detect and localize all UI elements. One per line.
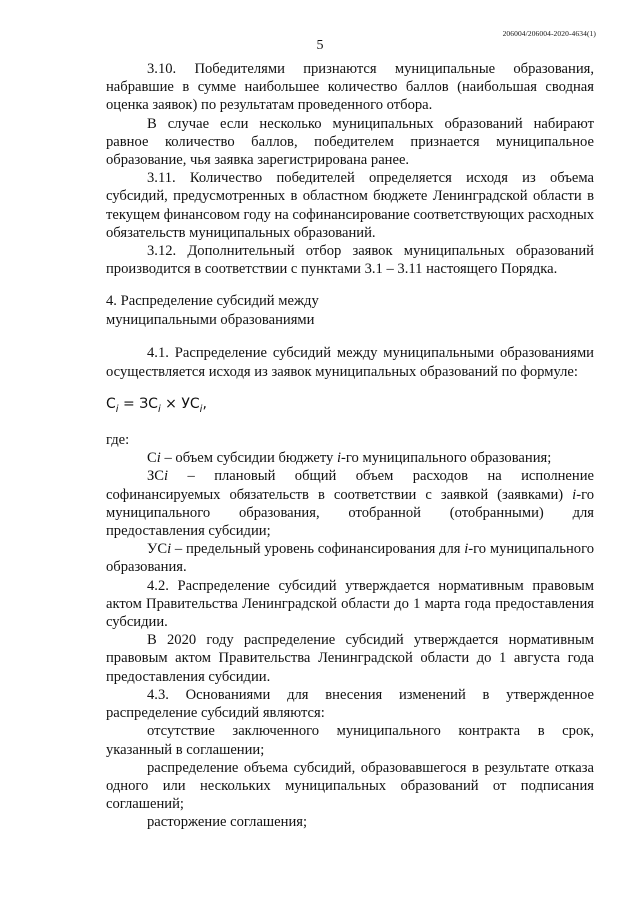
def-ci-text-1: – объем субсидии бюджету xyxy=(160,450,337,467)
formula xyxy=(106,395,594,415)
paragraph-3-12: 3.12. Дополнительный отбор заявок муниципальных образований производится в соответствии с пунктами 3.1 – 3.11 настоящего Порядка. xyxy=(106,243,594,278)
definition-ci xyxy=(106,449,594,467)
def-ci-var-2: i xyxy=(336,450,342,467)
paragraph-tie-rule: В случае если несколько муниципальных образований набирают равное количество баллов, победителем признается муниципальное образование, чья заявка зарегистрирована ранее. xyxy=(106,115,594,169)
formula-c: С xyxy=(106,395,116,412)
section-heading xyxy=(106,292,594,330)
def-usi-text-2: -го муниципального образования. xyxy=(106,541,594,576)
formula-eq: = ЗС xyxy=(118,395,158,412)
paragraph-2020: В 2020 году распределение субсидий утверждается нормативным правовым актом Правительства Ленинградской области до 1 августа года предоставления субсидии. xyxy=(106,632,594,685)
paragraph-3-11: 3.11. Количество победителей определяется исходя из объема субсидий, предусмотренных в областном бюджете Ленинградской области в текущем финансовом году на софинансирование соответствующих расходных обязательств муниципальных образований. xyxy=(106,170,594,241)
list-item-3: расторжение соглашения; xyxy=(147,814,308,831)
def-zsi-text-1: – плановый общий объем расходов на исполнение софинансируемых обязательств в соответствии с заявкой (заявками) xyxy=(106,468,594,503)
section-heading-line-2: муниципальными образованиями xyxy=(106,312,315,329)
def-ci-text-2: -го муниципального образования; xyxy=(341,450,552,467)
definition-usi xyxy=(106,540,594,576)
formula-sub-3: i xyxy=(199,403,203,415)
def-usi-text-1: – предельный уровень софинансирования для xyxy=(171,541,465,558)
def-usi-prefix: УС xyxy=(147,541,168,558)
section-heading-line-1: 4. Распределение субсидий между xyxy=(106,293,319,310)
def-zsi-prefix: ЗС xyxy=(147,468,165,485)
definition-zsi xyxy=(106,467,594,540)
def-zsi-text-2: -го муниципального образования, отобранной (отобранными) для предоставления субсидии; xyxy=(106,486,594,540)
paragraph-4-1: 4.1. Распределение субсидий между муниципальными образованиями осуществляется исходя из заявок муниципальных образований по формуле: xyxy=(106,345,594,380)
def-ci-var: i xyxy=(156,450,161,467)
where-label: где: xyxy=(106,432,130,449)
def-usi-var: i xyxy=(167,541,172,558)
document-id: 206004/206004-2020-4634(1) xyxy=(502,29,596,38)
formula-end: , xyxy=(202,395,207,412)
formula-sub-2: i xyxy=(157,403,161,415)
page-number: 5 xyxy=(316,38,324,53)
def-zsi-var: i xyxy=(164,468,169,485)
def-usi-var-2: i xyxy=(464,541,469,558)
def-ci-prefix: С xyxy=(147,450,157,467)
def-zsi-var-2: i xyxy=(572,486,577,503)
formula-sub-1: i xyxy=(115,403,119,415)
document-body xyxy=(106,60,594,832)
formula-times: × УС xyxy=(160,395,200,412)
paragraph-4-3: 4.3. Основаниями для внесения изменений в утвержденное распределение субсидий являются: xyxy=(106,686,594,722)
paragraph-3-10: 3.10. Победителями признаются муниципальные образования, набравшие в сумме наибольшее количество баллов (наибольшая сводная оценка заявок) по результатам проведенного отбора. xyxy=(106,61,594,114)
list-item-2: распределение объема субсидий, образовавшегося в результате отказа одного или нескольких муниципальных образований от подписания соглашений; xyxy=(106,759,594,813)
paragraph-4-2: 4.2. Распределение субсидий утверждается нормативным правовым актом Правительства Ленинградской области до 1 марта года предоставления субсидии. xyxy=(106,577,594,631)
list-item-1: отсутствие заключенного муниципального контракта в срок, указанный в соглашении; xyxy=(106,723,594,758)
